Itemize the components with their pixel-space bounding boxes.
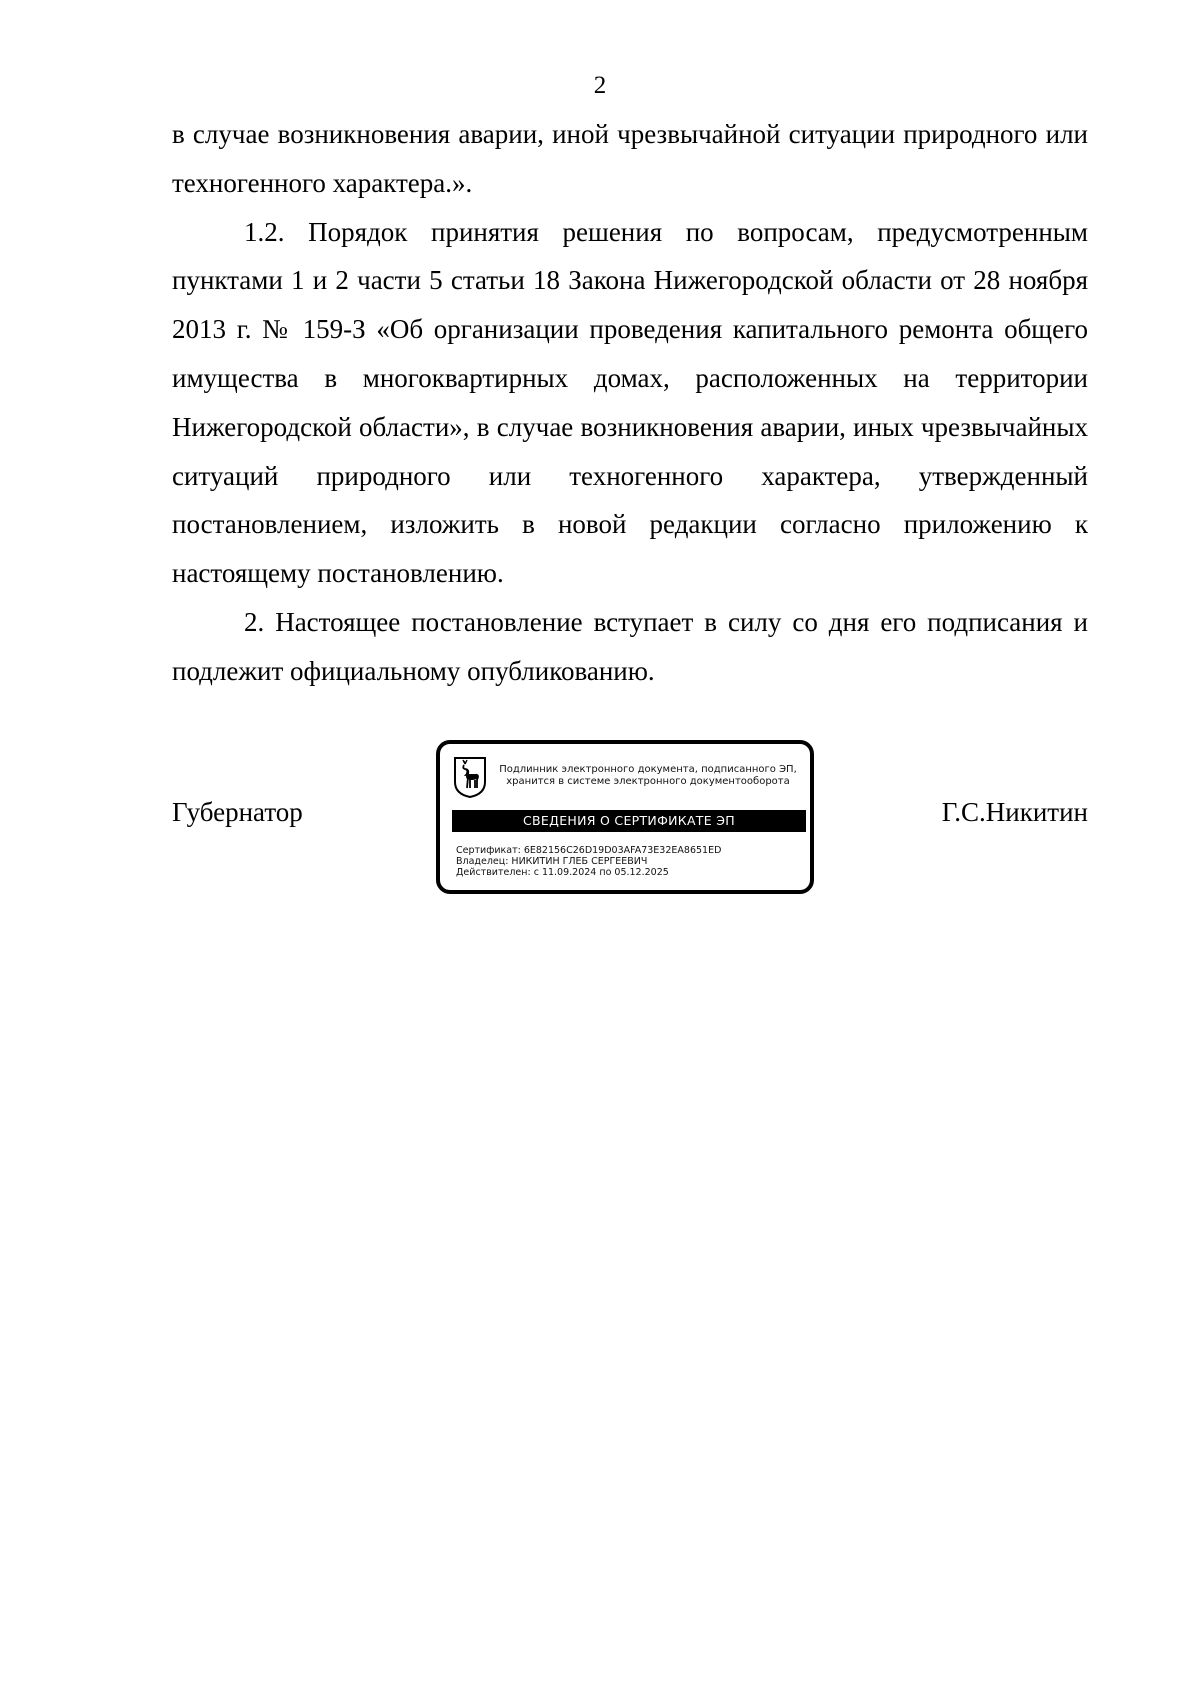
stamp-validity: Действителен: с 11.09.2024 по 05.12.2025 [456,867,669,878]
nizhny-novgorod-deer-emblem-icon [453,756,487,798]
page-number: 2 [593,72,607,99]
stamp-header-line-2: хранится в системе электронного документооборота [506,776,790,787]
paragraph-continuation: в случае возникновения аварии, иной чрезвычайной ситуации природного или техногенного характера.». [172,119,1088,198]
signatory-position: Губернатор [172,797,303,827]
paragraph-item-1-2: 1.2. Порядок принятия решения по вопросам, предусмотренным пунктами 1 и 2 части 5 статьи 18 Закона Нижегородской области от 28 ноября 2013 г. № 159-З «Об организации проведения капитального ремонта общего имущества в многоквартирных домах, расположенных на территории Нижегородской области», в случае возникновения аварии, иных чрезвычайных ситуаций природного или техногенного характера, утвержденный постановлением, изложить в новой редакции согласно приложению к настоящему постановлению. [172,216,1088,589]
paragraph-item-2: 2. Настоящее постановление вступает в силу со дня его подписания и подлежит официальному опубликованию. [172,606,1088,686]
signatory-name: Г.С.Никитин [941,797,1088,827]
stamp-certificate-number: Сертификат: 6E82156C26D19D03AFA73E32EA8651ED [456,845,722,856]
stamp-header-line-1: Подлинник электронного документа, подписанного ЭП, [499,764,797,775]
document-body [172,110,1088,696]
electronic-signature-stamp [436,740,814,894]
stamp-certificate-details [456,845,721,878]
stamp-owner: Владелец: НИКИТИН ГЛЕБ СЕРГЕЕВИЧ [456,856,648,867]
stamp-certificate-title: СВЕДЕНИЯ О СЕРТИФИКАТЕ ЭП [452,810,806,832]
stamp-header [492,764,804,788]
